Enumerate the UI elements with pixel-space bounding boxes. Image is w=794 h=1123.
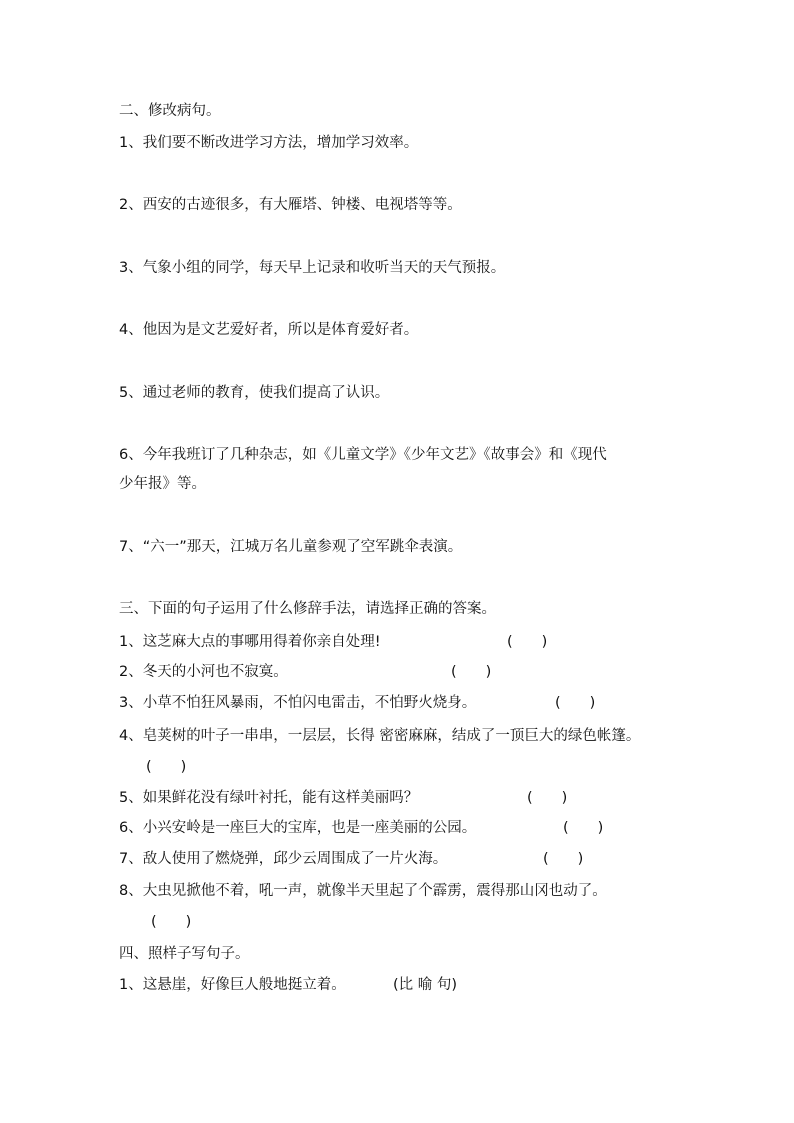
section-4-item-1: 1、这悬崖，好像巨人般地挺立着。 — [119, 977, 346, 993]
section-3-item-3: 3、小草不怕狂风暴雨，不怕闪电雷击，不怕野火烧身。 — [119, 695, 477, 711]
section-3-item-7: 7、敌人使用了燃烧弹，邱少云周围成了一片火海。 — [119, 851, 448, 867]
section-4-heading: 四、照样子写句子。 — [119, 946, 250, 962]
section-2-item-5: 5、通过老师的教育，使我们提高了认识。 — [119, 385, 390, 401]
section-3-item-1: 1、这芝麻大点的事哪用得着你亲自处理! — [119, 634, 381, 650]
answer-blank-7[interactable]: ( ) — [543, 851, 584, 867]
section-2-item-4: 4、他因为是文艺爱好者，所以是体育爱好者。 — [119, 322, 419, 338]
section-3-item-4: 4、皂荚树的叶子一串串，一层层，长得 密密麻麻，结成了一顶巨大的绿色帐篷。 — [119, 728, 641, 744]
section-2-item-1: 1、我们要不断改进学习方法，增加学习效率。 — [119, 135, 419, 151]
section-2-item-2: 2、西安的古迹很多，有大雁塔、钟楼、电视塔等等。 — [119, 197, 462, 213]
answer-blank-8[interactable]: ( ) — [151, 914, 192, 930]
section-3-heading: 三、下面的句子运用了什么修辞手法，请选择正确的答案。 — [119, 601, 496, 617]
section-2-item-3: 3、气象小组的同学，每天早上记录和收听当天的天气预报。 — [119, 260, 506, 276]
section-2-item-6: 6、今年我班订了几种杂志，如《儿童文学》《少年文艺》《故事会》和《现代 — [119, 447, 607, 463]
section-3-item-6: 6、小兴安岭是一座巨大的宝库，也是一座美丽的公园。 — [119, 820, 477, 836]
answer-blank-3[interactable]: ( ) — [555, 695, 596, 711]
answer-blank-4[interactable]: ( ) — [146, 759, 187, 775]
section-2-item-7: 7、“六一”那天，江城万名儿童参观了空军跳伞表演。 — [119, 539, 463, 555]
answer-blank-5[interactable]: ( ) — [527, 790, 568, 806]
section-3-item-2: 2、冬天的小河也不寂寞。 — [119, 664, 288, 680]
answer-blank-1[interactable]: ( ) — [507, 634, 548, 650]
section-3-item-8: 8、大虫见掀他不着，吼一声，就像半天里起了个霹雳，震得那山冈也动了。 — [119, 883, 607, 899]
section-2-heading: 二、修改病句。 — [119, 103, 221, 119]
section-3-item-5: 5、如果鲜花没有绿叶衬托，能有这样美丽吗？ — [119, 790, 419, 806]
answer-blank-6[interactable]: ( ) — [563, 820, 604, 836]
section-2-item-6-cont: 少年报》等。 — [119, 476, 206, 492]
answer-blank-2[interactable]: ( ) — [451, 664, 492, 680]
section-4-item-1-hint: (比 喻 句) — [393, 977, 458, 993]
